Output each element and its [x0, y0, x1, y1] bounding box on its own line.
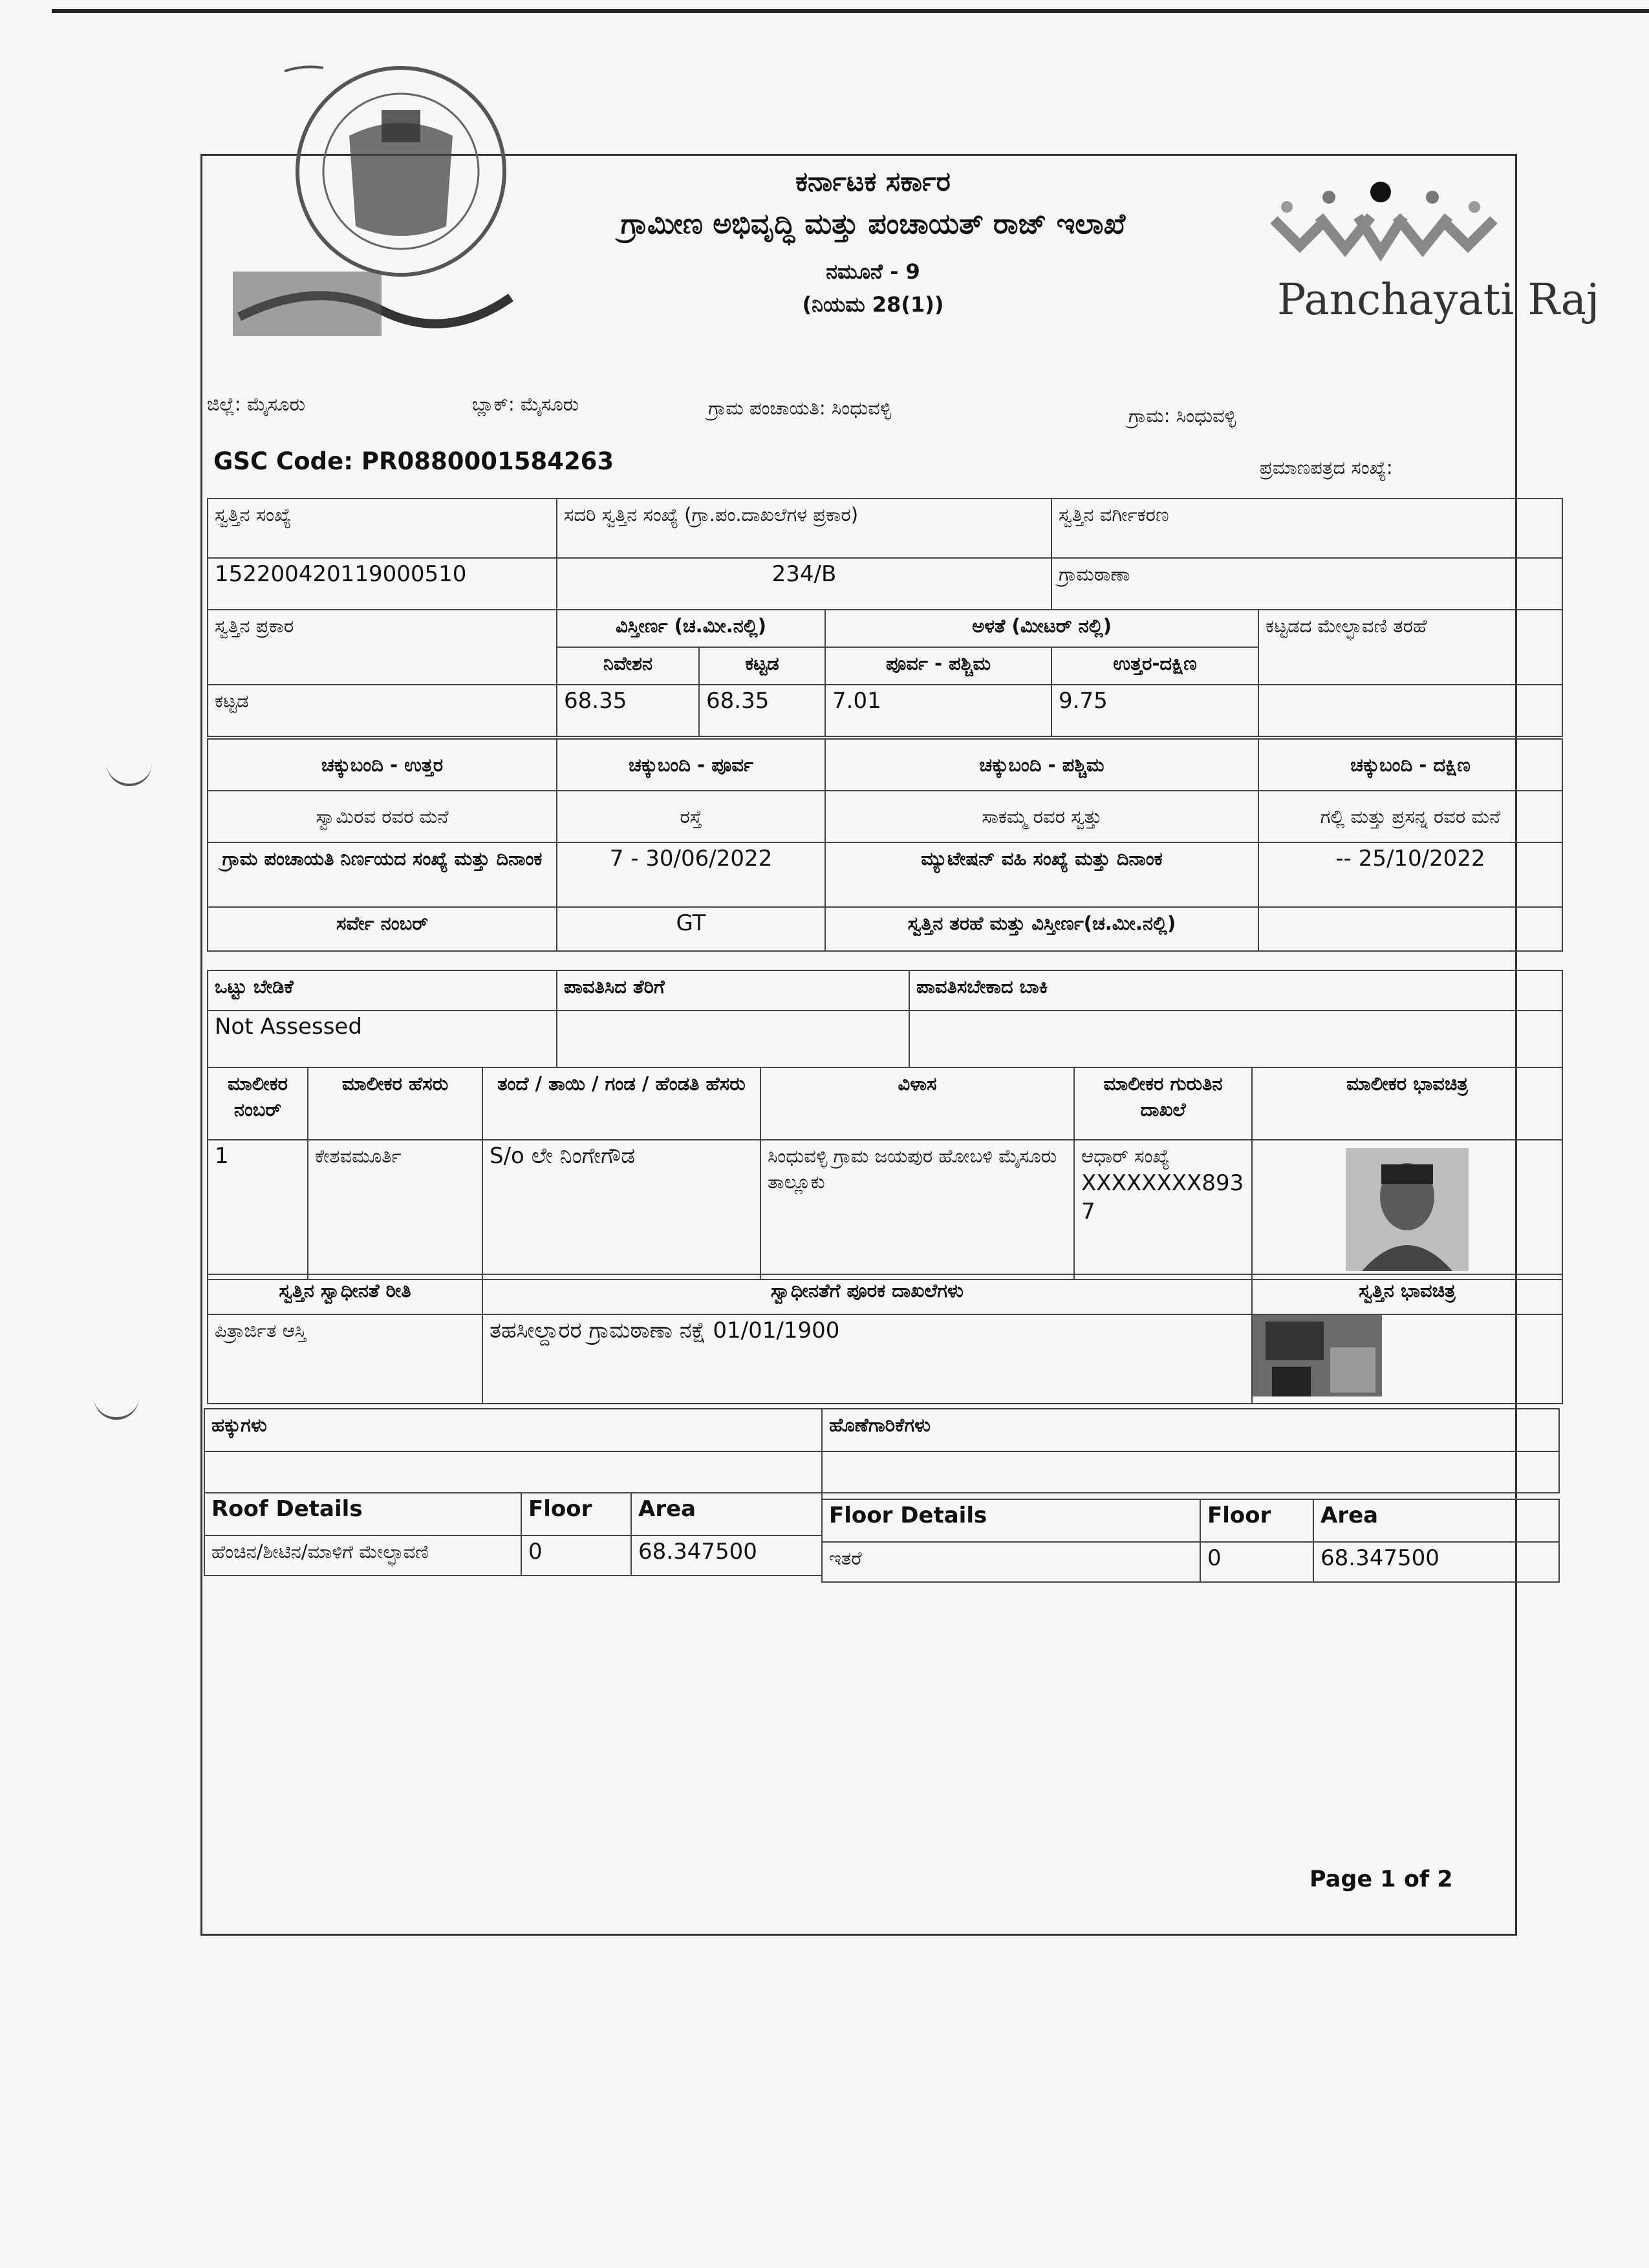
- boundary-west-label: ಚಕ್ಕುಬಂದಿ - ಪಶ್ಚಿಮ: [825, 739, 1258, 791]
- owner-photo-header: ಮಾಲೀಕರ ಭಾವಚಿತ್ರ: [1252, 1067, 1562, 1140]
- tax-table: [207, 970, 1563, 1068]
- property-id-label: ಸ್ವತ್ತಿನ ಸಂಖ್ಯೆ: [208, 498, 557, 558]
- boundary-north-label: ಚಕ್ಕುಬಂದಿ - ಉತ್ತರ: [208, 739, 557, 791]
- ownership-table: [207, 1274, 1563, 1404]
- site-area-value: 68.35: [557, 685, 699, 736]
- block: ಬ್ಲಾಕ್: ಮೈಸೂರು: [472, 393, 579, 415]
- resolution-label: ಗ್ರಾಮ ಪಂಚಾಯತಿ ನಿರ್ಣಯದ ಸಂಖ್ಯೆ ಮತ್ತು ದಿನಾಂಕ: [208, 842, 557, 907]
- floor-details-table: [821, 1499, 1560, 1583]
- resolution-value: 7 - 30/06/2022: [557, 842, 825, 907]
- rights-table: [204, 1408, 1560, 1493]
- property-type-value: ಕಟ್ಟಡ: [208, 685, 557, 736]
- roof-floor-value: 0: [521, 1535, 631, 1576]
- owner-photo: [1346, 1148, 1469, 1271]
- boundary-east-value: ರಸ್ತೆ: [557, 791, 825, 842]
- owner-number-header: ಮಾಲೀಕರ ನಂಬರ್: [208, 1067, 308, 1140]
- owner-id-type: ಆಧಾರ್ ಸಂಖ್ಯೆ: [1081, 1145, 1170, 1167]
- mutation-value: -- 25/10/2022: [1258, 842, 1562, 907]
- building-area-value: 68.35: [699, 685, 825, 736]
- owner-name-header: ಮಾಲೀಕರ ಹೆಸರು: [308, 1067, 482, 1140]
- balance-due-label: ಪಾವತಿಸಬೇಕಾದ ಬಾಕಿ: [909, 970, 1562, 1011]
- floor-area-value: 68.347500: [1313, 1542, 1559, 1582]
- gram-panchayat: ಗ್ರಾಮ ಪಂಚಾಯತಿ: ಸಿಂಧುವಳ್ಳಿ: [708, 397, 892, 419]
- floor-details-title: Floor Details: [822, 1499, 1200, 1542]
- property-nature-value: [1258, 907, 1562, 951]
- boundary-south-value: ಗಲ್ಲಿ ಮತ್ತು ಪ್ರಸನ್ನ ರವರ ಮನೆ: [1258, 791, 1562, 842]
- liabilities-label: ಹೊಣೆಗಾರಿಕೆಗಳು: [822, 1409, 1559, 1451]
- total-demand-value: Not Assessed: [208, 1011, 557, 1067]
- certificate-number-label: ಪ್ರಮಾಣಪತ್ರದ ಸಂಖ್ಯೆ:: [1260, 456, 1393, 478]
- floor-area-label: Area: [1313, 1499, 1559, 1542]
- district: ಜಿಲ್ಲೆ: ಮೈಸೂರು: [207, 393, 306, 415]
- roof-area-value: 68.347500: [631, 1535, 822, 1576]
- property-id-table: [207, 498, 1563, 610]
- owner-address: ಸಿಂಧುವಳ್ಳಿ ಗ್ರಾಮ ಜಯಪುರ ಹೋಬಳಿ ಮೈಸೂರು ತಾಲ್ಲೂಕು: [760, 1140, 1074, 1279]
- rule-number: (ನಿಯಮ 28(1)): [802, 292, 944, 317]
- owner-table: [207, 1067, 1563, 1280]
- dimensions-label: ಅಳತೆ (ಮೀಟರ್ ನಲ್ಲಿ): [825, 610, 1258, 647]
- building-roof-type-value: [1258, 685, 1562, 736]
- survey-number-label: ಸರ್ವೇ ನಂಬರ್: [208, 907, 557, 951]
- department-title: ಗ್ರಾಮೀಣ ಅಭಿವೃದ್ಧಿ ಮತ್ತು ಪಂಚಾಯತ್ ರಾಜ್ ಇಲಾಖೆ: [620, 208, 1126, 241]
- owner-id-number: XXXXXXXX8937: [1081, 1170, 1244, 1225]
- boundary-south-label: ಚಕ್ಕುಬಂದಿ - ದಕ್ಷಿಣ: [1258, 739, 1562, 791]
- area-label: ವಿಸ್ತೀರ್ಣ (ಚ.ಮೀ.ನಲ್ಲಿ): [557, 610, 825, 647]
- punch-hole-mark: [107, 756, 152, 786]
- liabilities-value: [822, 1451, 1559, 1493]
- village: ಗ್ರಾಮ: ಸಿಂಧುವಳ್ಳಿ: [1128, 405, 1236, 427]
- balance-due-value: [909, 1011, 1562, 1067]
- mutation-label: ಮ್ಯುಟೇಷನ್ ವಹಿ ಸಂಖ್ಯೆ ಮತ್ತು ದಿನಾಂಕ: [825, 842, 1258, 907]
- property-id-value: 152200420119000510: [208, 558, 557, 610]
- roof-details-title: Roof Details: [204, 1493, 521, 1535]
- ownership-documents-label: ಸ್ವಾಧೀನತೆಗೆ ಪೂರಕ ದಾಖಲೆಗಳು: [482, 1274, 1252, 1314]
- site-label: ನಿವೇಶನ: [557, 647, 699, 685]
- east-west-value: 7.01: [825, 685, 1051, 736]
- boundaries-table: [207, 738, 1563, 952]
- property-type-label: ಸ್ವತ್ತಿನ ಪ್ರಕಾರ: [208, 610, 557, 685]
- government-title: ಕರ್ನಾಟಕ ಸರ್ಕಾರ: [795, 166, 951, 197]
- owner-relation: S/o ಲೇ ನಿಂಗೇಗೌಡ: [482, 1140, 760, 1279]
- east-west-label: ಪೂರ್ವ - ಪಶ್ಚಿಮ: [825, 647, 1051, 685]
- government-seal-emblem: [220, 58, 517, 343]
- property-class-value: ಗ್ರಾಮಠಾಣಾ: [1051, 558, 1562, 610]
- north-south-label: ಉತ್ತರ-ದಕ್ಷಿಣ: [1051, 647, 1258, 685]
- floor-floor-value: 0: [1200, 1542, 1313, 1582]
- property-gp-number-value: 234/B: [557, 558, 1051, 610]
- roof-type-value: ಹೆಂಚಿನ/ಶೀಟಿನ/ಮಾಳಿಗೆ ಮೇಲ್ಛಾವಣಿ: [204, 1535, 521, 1576]
- owner-address-header: ವಿಳಾಸ: [760, 1067, 1074, 1140]
- property-dimensions-table: [207, 609, 1563, 737]
- tax-paid-label: ಪಾವತಿಸಿದ ತೆರಿಗೆ: [557, 970, 909, 1011]
- ownership-mode-label: ಸ್ವತ್ತಿನ ಸ್ವಾಧೀನತೆ ರೀತಿ: [208, 1274, 482, 1314]
- scan-top-edge: [52, 9, 1649, 13]
- page-number: Page 1 of 2: [1310, 1867, 1453, 1892]
- panchayati-raj-logo-text: Panchayati Raj: [1277, 275, 1600, 325]
- rights-label: ಹಕ್ಕುಗಳು: [204, 1409, 822, 1451]
- rights-value: [204, 1451, 822, 1493]
- roof-floor-label: Floor: [521, 1493, 631, 1535]
- gsc-code: GSC Code: PR0880001584263: [213, 447, 614, 475]
- boundary-east-label: ಚಕ್ಕುಬಂದಿ - ಪೂರ್ವ: [557, 739, 825, 791]
- ownership-mode-value: ಪಿತ್ರಾರ್ಜಿತ ಆಸ್ತಿ: [208, 1314, 482, 1404]
- owner-name: ಕೇಶವಮೂರ್ತಿ: [308, 1140, 482, 1279]
- floor-floor-label: Floor: [1200, 1499, 1313, 1542]
- property-class-label: ಸ್ವತ್ತಿನ ವರ್ಗೀಕರಣ: [1051, 498, 1562, 558]
- building-roof-type-label: ಕಟ್ಟಡದ ಮೇಲ್ಛಾವಣಿ ತರಹೆ: [1258, 610, 1562, 685]
- floor-type-value: ಇತರೆ: [822, 1542, 1200, 1582]
- owner-relation-header: ತಂದೆ / ತಾಯಿ / ಗಂಡ / ಹೆಂಡತಿ ಹೆಸರು: [482, 1067, 760, 1140]
- ownership-documents-value: ತಹಸೀಲ್ದಾರರ ಗ್ರಾಮಠಾಣಾ ನಕ್ಷೆ 01/01/1900: [482, 1314, 1252, 1404]
- property-photo-label: ಸ್ವತ್ತಿನ ಭಾವಚಿತ್ರ: [1252, 1274, 1562, 1314]
- building-label: ಕಟ್ಟಡ: [699, 647, 825, 685]
- survey-number-value: GT: [557, 907, 825, 951]
- property-nature-label: ಸ್ವತ್ತಿನ ತರಹೆ ಮತ್ತು ವಿಸ್ತೀರ್ಣ(ಚ.ಮೀ.ನಲ್ಲಿ): [825, 907, 1258, 951]
- boundary-north-value: ಸ್ವಾಮಿರವ ರವರ ಮನೆ: [208, 791, 557, 842]
- north-south-value: 9.75: [1051, 685, 1258, 736]
- total-demand-label: ಒಟ್ಟು ಬೇಡಿಕೆ: [208, 970, 557, 1011]
- property-gp-number-label: ಸದರಿ ಸ್ವತ್ತಿನ ಸಂಖ್ಯೆ (ಗ್ರಾ.ಪಂ.ದಾಖಲೆಗಳ ಪ್ರಕಾರ): [557, 498, 1051, 558]
- form-number: ನಮೂನೆ - 9: [826, 259, 920, 284]
- document-header: [530, 162, 1216, 321]
- roof-details-table: [204, 1492, 823, 1576]
- punch-hole-mark: [94, 1390, 139, 1420]
- owner-id-doc-header: ಮಾಲೀಕರ ಗುರುತಿನ ದಾಖಲೆ: [1074, 1067, 1252, 1140]
- boundary-west-value: ಸಾಕಮ್ಮ ರವರ ಸ್ವತ್ತು: [825, 791, 1258, 842]
- roof-area-label: Area: [631, 1493, 822, 1535]
- property-photo: [1253, 1315, 1382, 1396]
- tax-paid-value: [557, 1011, 909, 1067]
- owner-number: 1: [208, 1140, 308, 1279]
